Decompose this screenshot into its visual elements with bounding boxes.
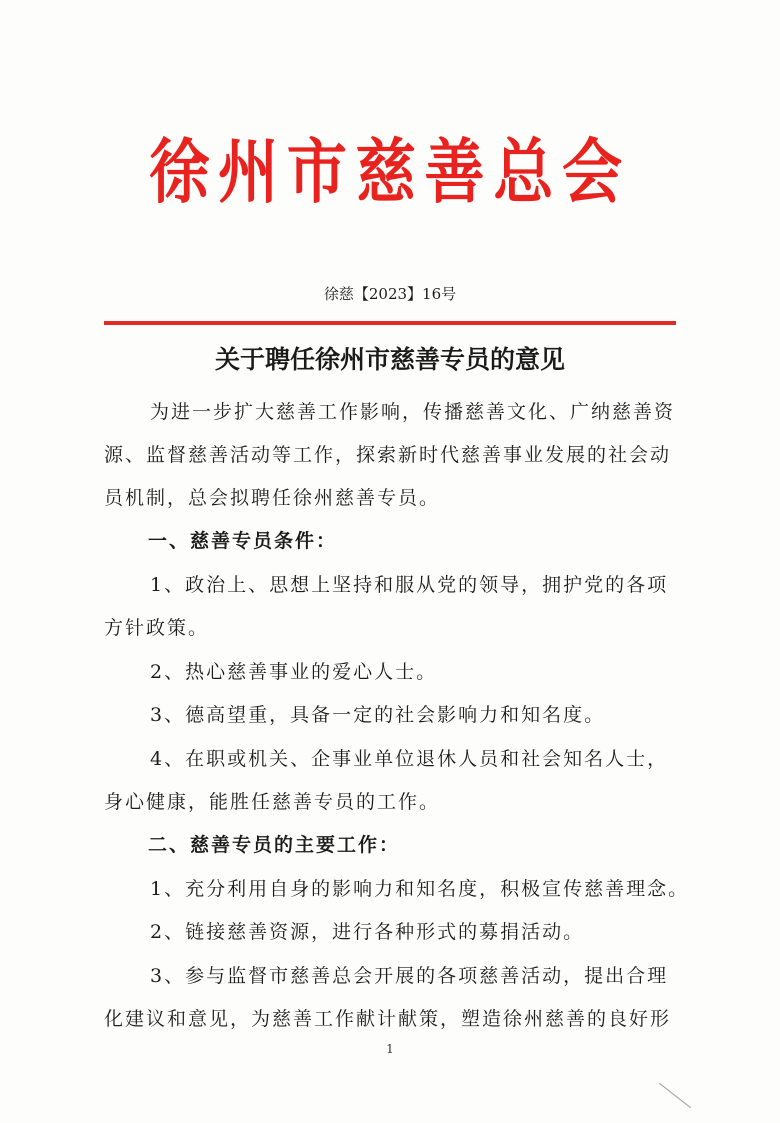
intro-line-2: 源、监督慈善活动等工作，探索新时代慈善事业发展的社会动 [104, 444, 672, 466]
section-1-item-2: 2、热心慈善事业的爱心人士。 [150, 661, 438, 683]
intro-line-1: 为进一步扩大慈善工作影响，传播慈善文化、广纳慈善资 [150, 401, 676, 423]
section-1-item-1-line-2: 方针政策。 [104, 617, 210, 639]
document-title: 关于聘任徐州市慈善专员的意见 [214, 345, 565, 374]
org-header-title: 徐州市慈善总会 [149, 130, 631, 213]
intro-line-3: 员机制，总会拟聘任徐州慈善专员。 [104, 487, 441, 509]
section-2-item-2: 2、链接慈善资源，进行各种形式的募捐活动。 [150, 921, 585, 943]
scan-artifact-line [659, 1083, 691, 1108]
section-2-item-3-line-1: 3、参与监督市慈善总会开展的各项慈善活动，提出合理 [150, 965, 669, 987]
section-1-heading: 一、慈善专员条件： [148, 530, 338, 552]
section-2-item-1: 1、充分利用自身的影响力和知名度，积极宣传慈善理念。 [150, 878, 690, 900]
section-1-item-1-line-1: 1、政治上、思想上坚持和服从党的领导，拥护党的各项 [150, 574, 669, 596]
section-1-item-4-line-2: 身心健康，能胜任慈善专员的工作。 [104, 791, 441, 813]
document-number: 徐慈【2023】16号 [323, 285, 457, 303]
header-red-rule [104, 321, 676, 325]
section-2-heading: 二、慈善专员的主要工作： [148, 834, 401, 856]
section-2-item-3-line-2: 化建议和意见，为慈善工作献计献策，塑造徐州慈善的良好形 [104, 1008, 672, 1030]
page-number: 1 [386, 1042, 394, 1056]
section-1-item-3: 3、德高望重，具备一定的社会影响力和知名度。 [150, 704, 606, 726]
section-1-item-4-line-1: 4、在职或机关、企事业单位退休人员和社会知名人士， [150, 748, 669, 770]
